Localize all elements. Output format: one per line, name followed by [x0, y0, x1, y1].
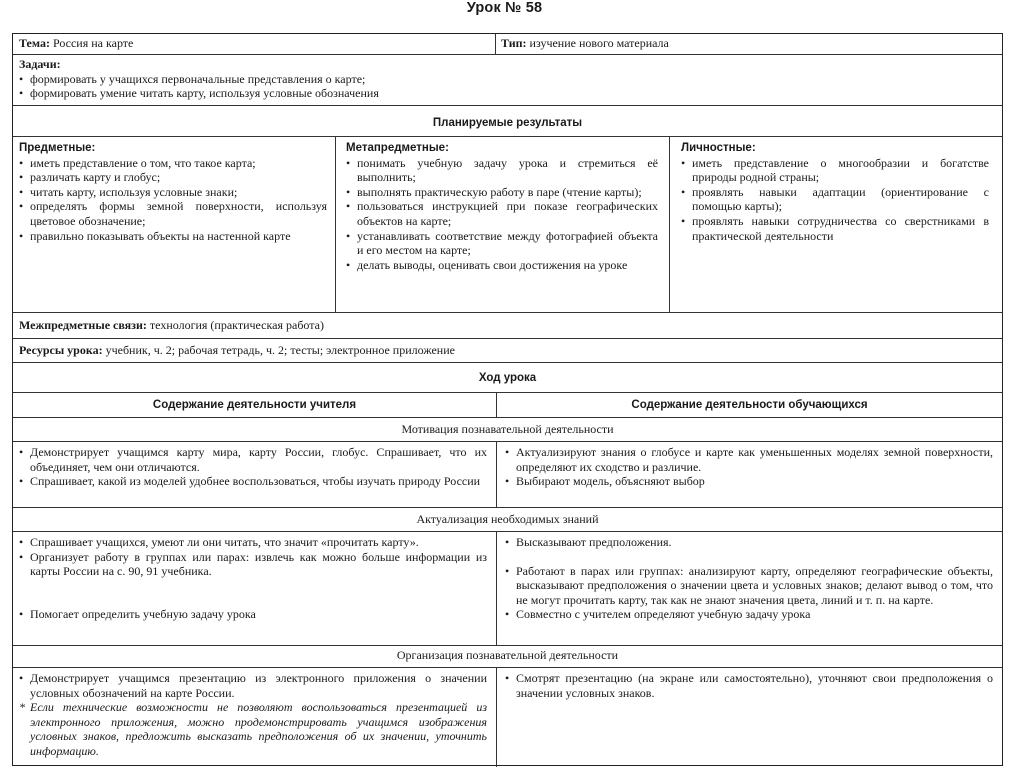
- list-item: • иметь представление о том, что такое карта;: [19, 156, 327, 171]
- subject-results-list: [19, 156, 327, 244]
- list-item: • иметь представление о многообразии и богатстве природы родной страны;: [681, 156, 989, 185]
- topic-label: Тема:: [19, 36, 50, 50]
- list-item: • Демонстрирует учащимся презентацию из электронного приложения о значении условных обозначений на карте России.: [19, 671, 487, 700]
- meta-results-cell: [346, 141, 658, 311]
- rule-header-divider: [495, 34, 496, 54]
- type-label: Тип:: [501, 36, 527, 50]
- rule-section1-divider: [496, 441, 497, 507]
- list-item: • определять формы земной поверхности, используя цветовое обозначение;: [19, 199, 327, 228]
- list-item: • Спрашивает учащихся, умеют ли они читать, что значит «прочитать карту».: [19, 535, 487, 550]
- section-title-motivation: Мотивация познавательной деятельности: [401, 422, 614, 436]
- type-cell: [501, 36, 996, 54]
- section-title-organization: Организация познавательной деятельности: [396, 648, 619, 662]
- lesson-plan-table: [12, 33, 1003, 766]
- section-actualization-teacher: [19, 535, 487, 643]
- type-value: изучение нового материала: [529, 36, 669, 50]
- planned-results-title: Планируемые результаты: [432, 117, 583, 129]
- tasks-label: Задачи:: [19, 57, 61, 71]
- list-item: • Организует работу в группах или парах: извлечь как можно больше информации из карты России на с. 90, 91 учебника.: [19, 550, 487, 579]
- list-item: • понимать учебную задачу урока и стремиться её выполнить;: [346, 156, 658, 185]
- subject-results-cell: [19, 141, 327, 311]
- rule-columns-bottom: [13, 417, 1002, 418]
- rule-section2-divider: [496, 531, 497, 645]
- section-title-actualization: Актуализация необходимых знаний: [416, 512, 599, 526]
- list-item: • Актуализируют знания о глобусе и карте как уменьшенных моделях земной поверхности, определяют их сходство и различие.: [505, 445, 993, 474]
- resources-label: Ресурсы урока:: [19, 343, 103, 357]
- personal-results-list: [681, 156, 989, 244]
- section-organization-students: [505, 671, 993, 765]
- students-column-header: Содержание деятельности обучающихся: [631, 399, 868, 411]
- rule-section1-bottom: [13, 507, 1002, 508]
- list-item: • формировать умение читать карту, используя условные обозначения: [19, 86, 994, 101]
- meta-results-list: [346, 156, 658, 273]
- section-actualization-students: [505, 535, 993, 643]
- list-item: • Совместно с учителем определяют учебную задачу урока: [505, 607, 993, 622]
- rule-links-bottom: [13, 338, 1002, 339]
- rule-results-title-bottom: [13, 136, 1002, 137]
- tasks-cell: [19, 57, 994, 105]
- resources-cell: [19, 343, 994, 361]
- resources-value: учебник, ч. 2; рабочая тетрадь, ч. 2; тесты; электронное приложение: [105, 343, 455, 357]
- list-item: • формировать у учащихся первоначальные представления о карте;: [19, 72, 994, 87]
- list-item: • различать карту и глобус;: [19, 170, 327, 185]
- links-label: Межпредметные связи:: [19, 318, 147, 332]
- links-cell: [19, 318, 994, 336]
- list-item: • читать карту, используя условные знаки;: [19, 185, 327, 200]
- list-item: • Работают в парах или группах: анализируют карту, определяют географические объекты, высказывают предположения о значении цвета и условных знаков; делают вывод о том, что не могут прочитать карту, так как не знают значения цвета, линий и т. п. на карте.: [505, 564, 993, 608]
- list-item: • правильно показывать объекты на настенной карте: [19, 229, 327, 244]
- lesson-flow-title: Ход урока: [478, 372, 537, 384]
- section-organization-teacher: [19, 671, 487, 765]
- rule-section3-title-bottom: [13, 667, 1002, 668]
- topic-value: Россия на карте: [52, 36, 134, 50]
- rule-section1-title-bottom: [13, 441, 1002, 442]
- teacher-column-header: Содержание деятельности учителя: [152, 399, 357, 411]
- rule-header-bottom: [13, 54, 1002, 55]
- list-item: • Выбирают модель, объясняют выбор: [505, 474, 993, 489]
- rule-results-divider-2: [669, 136, 670, 312]
- topic-cell: [19, 36, 489, 54]
- list-item: • проявлять навыки адаптации (ориентирование с помощью карты);: [681, 185, 989, 214]
- rule-section2-bottom: [13, 645, 1002, 646]
- personal-results-cell: [681, 141, 989, 311]
- list-item: • Спрашивает, какой из моделей удобнее воспользоваться, чтобы изучать природу России: [19, 474, 487, 489]
- list-item: • пользоваться инструкцией при показе географических объектов на карте;: [346, 199, 658, 228]
- rule-tasks-bottom: [13, 105, 1002, 106]
- subject-results-label: Предметные:: [19, 142, 96, 154]
- list-item: • Демонстрирует учащимся карту мира, карту России, глобус. Спрашивает, что их объединяет, чем они отличаются.: [19, 445, 487, 474]
- section-motivation-teacher: [19, 445, 487, 505]
- list-item: • Помогает определить учебную задачу урока: [19, 607, 487, 622]
- teacher-note: * Если технические возможности не позволяют воспользоваться презентацией из электронного приложения, можно продемонстрировать учащимся изображения условных знаков, предложить высказать предположения об их значении, уточнить информацию.: [19, 700, 487, 758]
- links-value: технология (практическая работа): [149, 318, 324, 332]
- rule-results-bottom: [13, 312, 1002, 313]
- personal-results-label: Личностные:: [681, 142, 756, 154]
- page-title: Урок № 58: [466, 0, 543, 16]
- list-item: • Смотрят презентацию (на экране или самостоятельно), уточняют свои предположения о значении условных знаков.: [505, 671, 993, 700]
- tasks-list: [19, 72, 994, 101]
- rule-lesson-title-bottom: [13, 392, 1002, 393]
- list-item: • выполнять практическую работу в паре (чтение карты);: [346, 185, 658, 200]
- rule-resources-bottom: [13, 362, 1002, 363]
- list-item: • Высказывают предположения.: [505, 535, 993, 550]
- rule-results-divider-1: [335, 136, 336, 312]
- rule-section2-title-bottom: [13, 531, 1002, 532]
- list-item: • устанавливать соответствие между фотографией объекта и его местом на карте;: [346, 229, 658, 258]
- list-item: • делать выводы, оценивать свои достижения на уроке: [346, 258, 658, 273]
- list-item: • проявлять навыки сотрудничества со сверстниками в практической деятельности: [681, 214, 989, 243]
- meta-results-label: Метапредметные:: [346, 142, 449, 154]
- section-motivation-students: [505, 445, 993, 505]
- rule-section3-divider: [496, 667, 497, 767]
